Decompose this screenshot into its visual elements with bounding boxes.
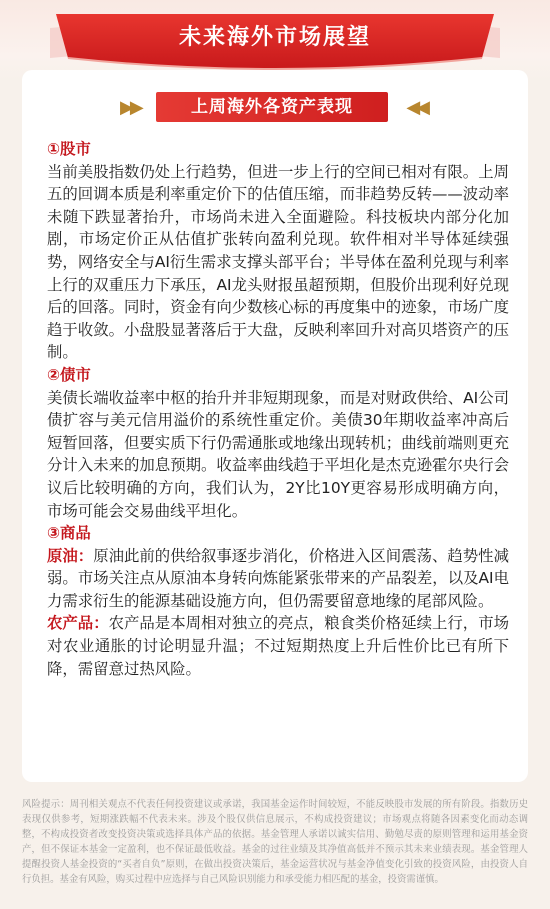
title-banner: [50, 6, 500, 80]
article-content: [47, 138, 509, 680]
section-header: [120, 92, 430, 122]
agri-paragraph: [47, 612, 509, 680]
banner-title: 未来海外市场展望: [178, 25, 371, 50]
agri-label: 农产品：: [47, 614, 109, 633]
oil-paragraph: [47, 545, 509, 613]
risk-disclaimer: 风险提示：周刊相关观点不代表任何投资建议或承诺，我国基金运作时间较短，不能反映股市发展的所有阶段。指数历史表现仅供参考，短期涨跌幅不代表未来。涉及个股仅供信息展示，不构成投资建议；市场观点将随各因素变化而动态调整，不构成投资者改变投资决策或选择具体产品的依据。基金管理人承诺以诚实信用、勤勉尽责的原则管理和运用基金资产，但不保证本基金一定盈利，也不保证最低收益。基金的过往业绩及其净值高低并不预示其未来业绩表现。基金管理人提醒投资人基金投资的“买者自负”原则，在做出投资决策后，基金运营状况与基金净值变化引致的投资风险，由投资人自行负担。基金有风险，购买过程中应选择与自己风险识别能力和承受能力相匹配的基金，投资需谨慎。: [22, 799, 528, 885]
arrows-left-icon: ◀◀: [406, 97, 426, 118]
oil-body: 原油此前的供给叙事逐步消化，价格进入区间震荡、趋势性减弱。市场关注点从原油本身转向炼能紧张带来的产品裂差，以及AI电力需求衍生的能源基础设施方向，但仍需要留意地缘的尾部风险。: [47, 546, 509, 610]
bonds-body: 美债长端收益率中枢的抬升并非短期现象，而是对财政供给、AI公司债扩容与美元信用溢价的系统性重定价。美债30年期收益率冲高后短暂回落，但要实质下行仍需通胀或地缘出现转机；曲线前端则更充分计入未来的加息预期。收益率曲线趋于平坦化是杰克逊霍尔央行会议后比较明确的方向，我们认为，2Y比10Y更容易形成明确方向，市场可能会交易曲线平坦化。: [47, 388, 509, 520]
arrows-right-icon: ▶▶: [120, 97, 140, 118]
commodities-heading: ③商品: [47, 524, 91, 543]
stocks-heading: ①股市: [47, 140, 91, 158]
stocks-body: 当前美股指数仍处上行趋势，但进一步上行的空间已相对有限。上周五的回调本质是利率重定价下的估值压缩，而非趋势反转——波动率未随下跌显著抬升，市场尚未进入全面避险。科技板块内部分化加剧，市场定价正从估值扩张转向盈利兑现。软件相对半导体延续强势，网络安全与AI衍生需求支撑头部平台；半导体在盈利兑现与利率上行的双重压力下承压，AI龙头财报虽超预期，但股价出现利好兑现后的回落。同时，资金有向少数核心标的再度集中的迹象，市场广度趋于收敛。小盘股显著落后于大盘，反映利率回升对高贝塔资产的压制。: [47, 162, 509, 362]
bonds-heading: ②债市: [47, 365, 91, 384]
oil-label: 原油：: [47, 546, 94, 565]
section-title: 上周海外各资产表现: [156, 92, 388, 122]
agri-body: 农产品是本周相对独立的亮点，粮食类价格延续上行，市场对农业通胀的讨论明显升温；不过短期热度上升后性价比已有所下降，需留意过热风险。: [47, 614, 509, 678]
